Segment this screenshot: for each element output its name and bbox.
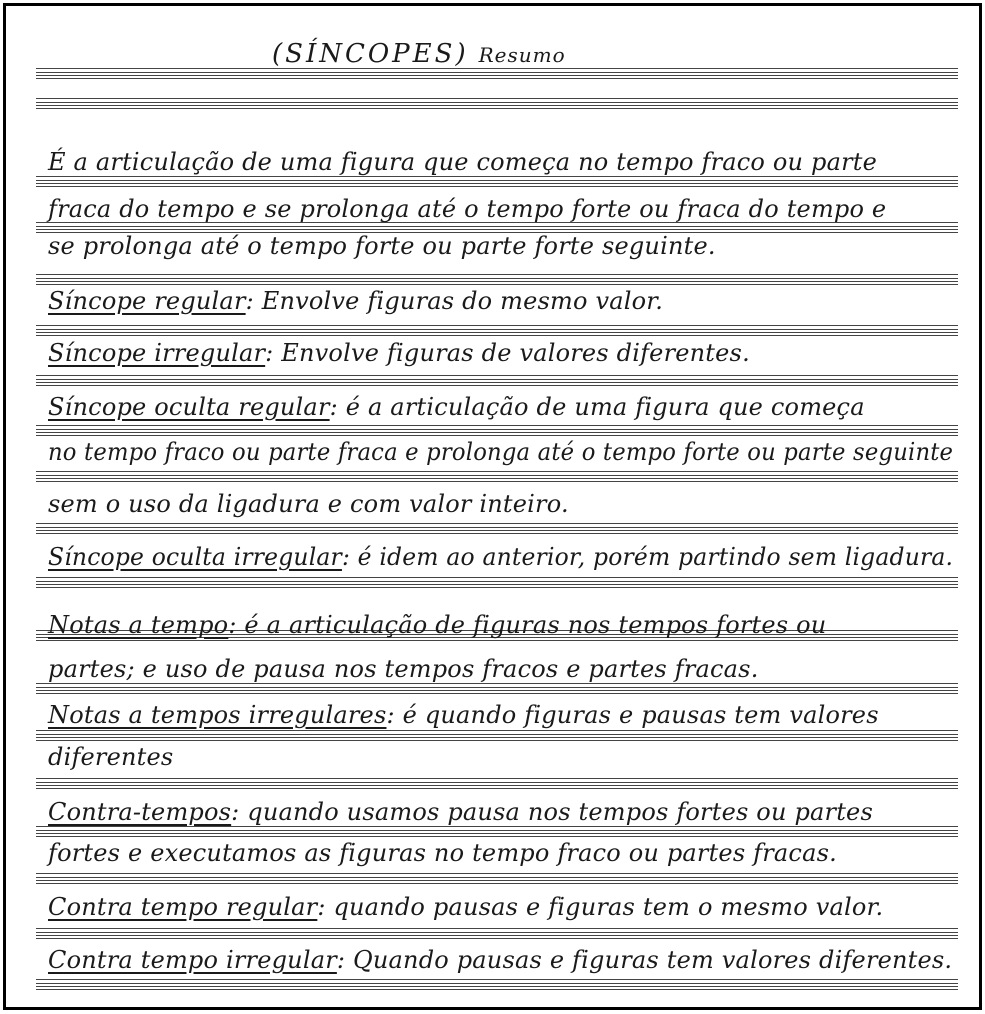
note-line: Síncope regular: Envolve figuras do mesmo valor. — [48, 287, 664, 315]
staff-line — [36, 826, 958, 837]
note-line: Contra tempo irregular: Quando pausas e figuras tem valores diferentes. — [48, 946, 953, 974]
note-line: se prolonga até o tempo forte ou parte forte seguinte. — [48, 232, 716, 260]
note-line: Contra-tempos: quando usamos pausa nos tempos fortes ou partes — [48, 798, 873, 826]
note-line: fraca do tempo e se prolonga até o tempo forte ou fraca do tempo e — [48, 195, 887, 223]
note-line: Síncope oculta irregular: é idem ao anterior, porém partindo sem ligadura. — [48, 543, 954, 571]
title-subtitle: Resumo — [478, 43, 566, 67]
staff-line — [36, 68, 958, 79]
staff-line — [36, 683, 958, 694]
note-line: Notas a tempo: é a articulação de figuras nos tempos fortes ou — [48, 611, 827, 639]
staff-line — [36, 730, 958, 741]
staff-line — [36, 375, 958, 386]
staff-line — [36, 98, 958, 109]
staff-line — [36, 928, 958, 939]
page-title — [272, 39, 566, 69]
staff-line — [36, 325, 958, 336]
staff-line — [36, 778, 958, 789]
staff-line — [36, 577, 958, 588]
staff-line — [36, 873, 958, 884]
staff-line — [36, 176, 958, 187]
title-text: (SÍNCOPES) — [272, 39, 469, 69]
note-line: Síncope irregular: Envolve figuras de valores diferentes. — [48, 339, 750, 367]
note-line: fortes e executamos as figuras no tempo fraco ou partes fracas. — [48, 839, 837, 867]
note-line: no tempo fraco ou parte fraca e prolonga até o tempo forte ou parte seguinte — [48, 438, 954, 466]
staff-line — [36, 471, 958, 482]
note-line: Notas a tempos irregulares: é quando figuras e pausas tem valores — [48, 701, 879, 729]
note-line: Contra tempo regular: quando pausas e figuras tem o mesmo valor. — [48, 893, 884, 921]
staff-line — [36, 979, 958, 990]
note-line: diferentes — [48, 743, 174, 771]
note-line: sem o uso da ligadura e com valor inteiro. — [48, 490, 569, 518]
note-line: É a articulação de uma figura que começa no tempo fraco ou parte — [48, 148, 878, 176]
staff-line — [36, 274, 958, 285]
note-line: partes; e uso de pausa nos tempos fracos e partes fracas. — [48, 655, 759, 683]
note-line: Síncope oculta regular: é a articulação de uma figura que começa — [48, 393, 865, 421]
staff-line — [36, 425, 958, 436]
staff-line — [36, 523, 958, 534]
